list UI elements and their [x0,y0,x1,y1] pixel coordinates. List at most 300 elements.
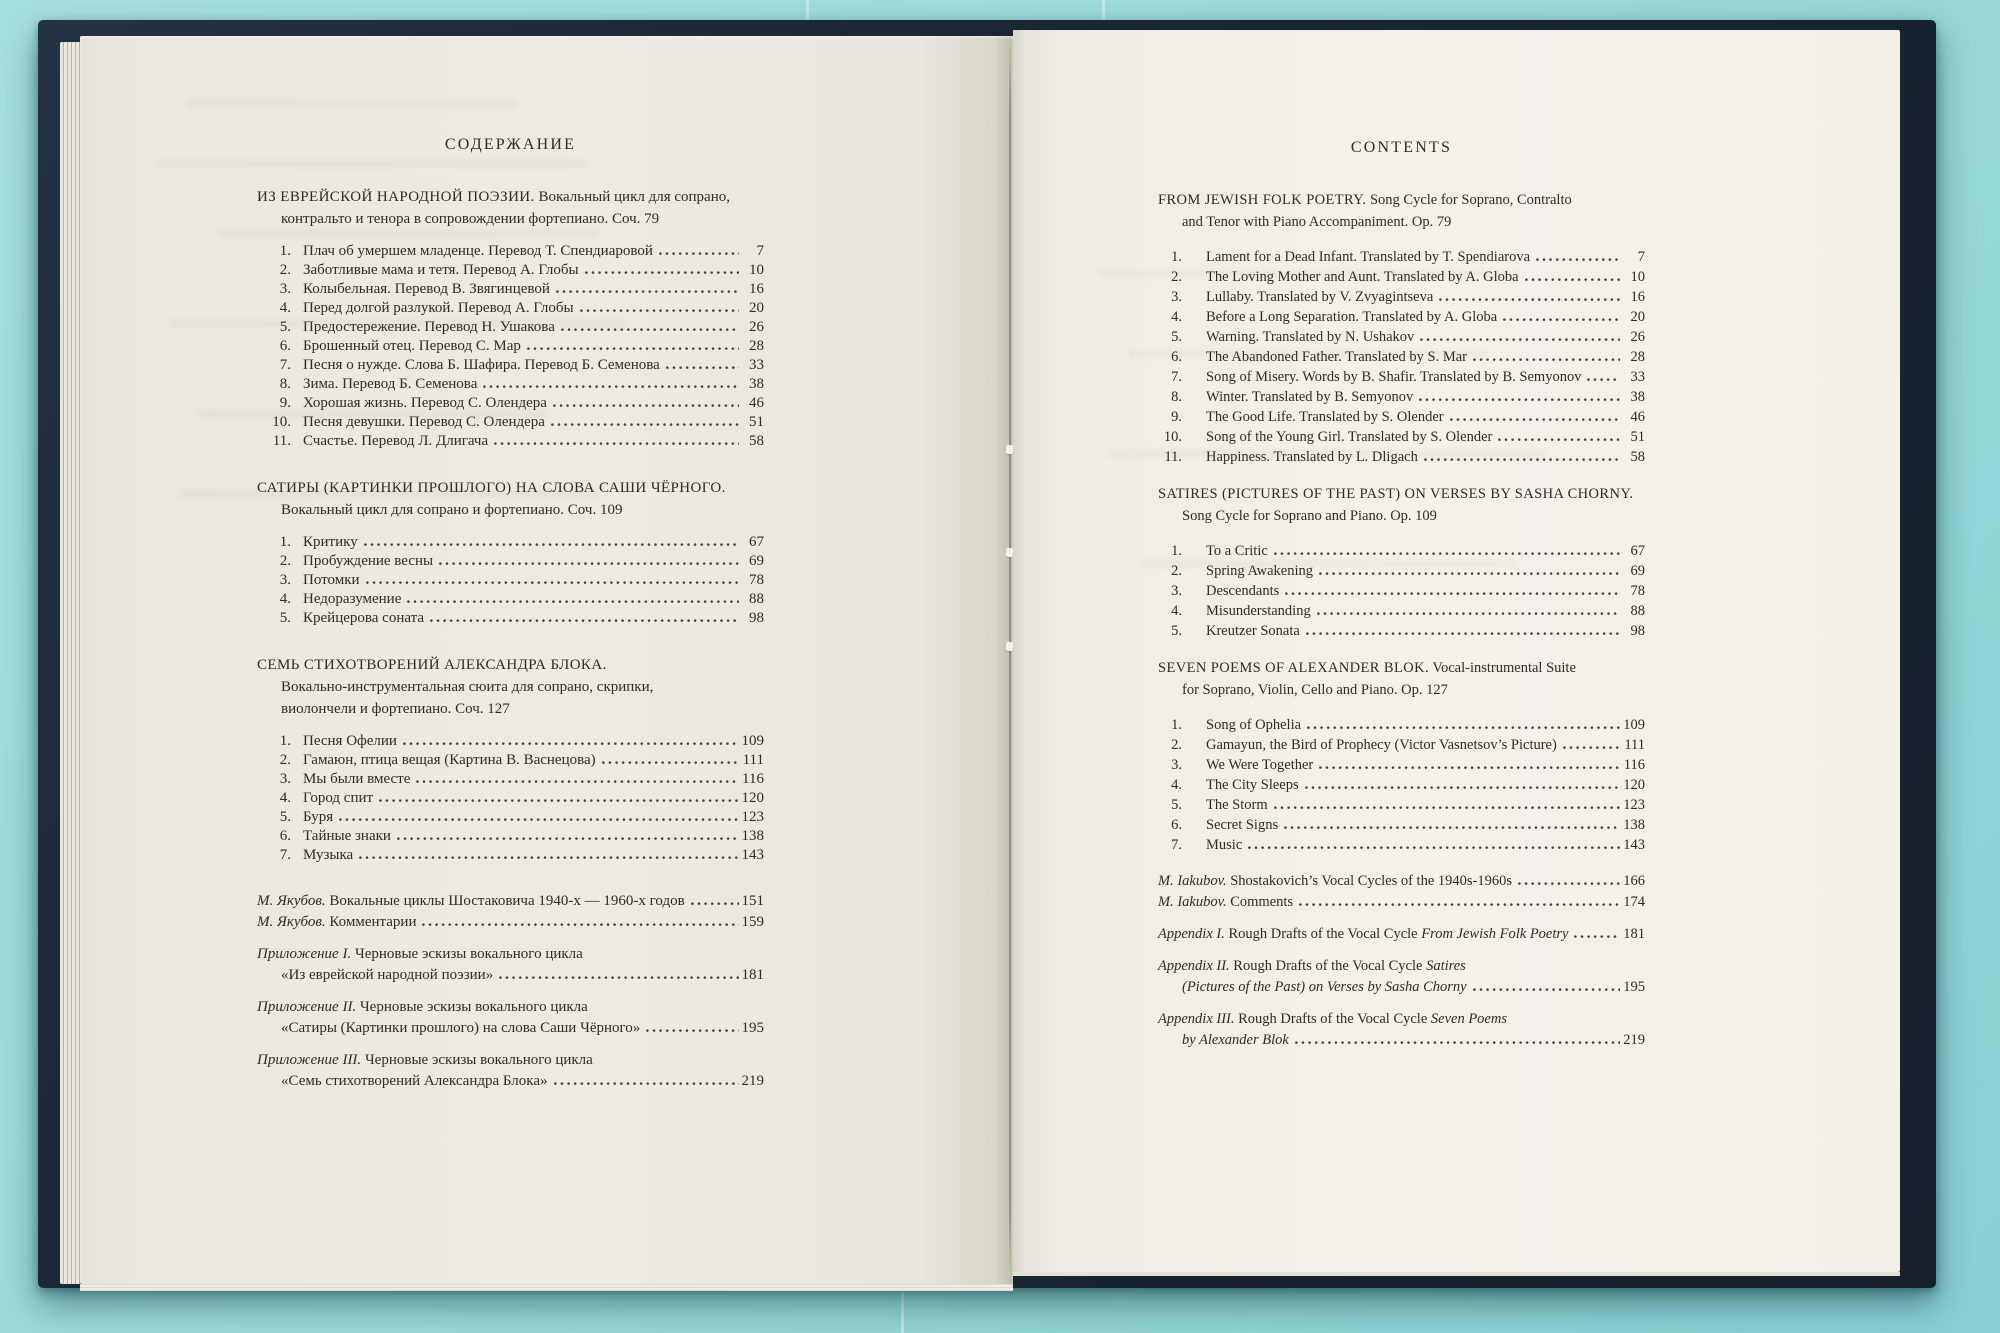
page-number: 174 [1623,894,1645,910]
italic-text-segment: Приложение III. [257,1052,362,1068]
toc-item [1158,427,1645,447]
item-title [281,676,653,698]
backmatter-line [257,965,764,986]
toc-item [1158,795,1645,815]
backmatter-line [1158,1009,1645,1030]
text-segment: Shostakovich’s Vocal Cycles of the 1940s-1960s [1226,873,1512,889]
stitch-thread [1005,642,1013,652]
page-number: 195 [1623,979,1645,995]
stitch-thread [1005,548,1013,558]
toc-item [257,375,764,394]
dot-leader [554,1081,739,1085]
text-segment: Комментарии [325,914,417,930]
toc-item [257,590,764,609]
item-title [281,499,622,521]
heading-line [257,654,764,676]
dot-leader [659,251,739,255]
toc-item [1158,367,1645,387]
item-title [1182,1030,1289,1051]
dot-leader [666,365,739,369]
page-number: 123 [741,809,764,825]
dot-leader [527,346,739,350]
page-number: 78 [749,572,764,588]
dot-leader [1473,357,1620,361]
page-number: 143 [1623,837,1645,853]
section-heading [1158,189,1645,233]
text-segment: СЕМЬ СТИХОТВОРЕНИЙ АЛЕКСАНДРА БЛОКА. [257,657,607,673]
item-title: Перед долгой разлукой. Перевод А. Глобы [303,300,574,316]
page-number: 120 [741,790,764,806]
toc-item [1158,775,1645,795]
text-segment: «Сатиры (Картинки прошлого) на слова Саши Чёрного» [281,1020,641,1036]
item-number: 3. [1171,757,1182,773]
dot-leader [359,855,738,859]
dot-leader [1563,745,1620,749]
item-title [1182,211,1451,233]
dot-leader [1274,551,1620,555]
item-title: Kreutzer Sonata [1206,623,1300,639]
item-title: Пробуждение весны [303,553,434,569]
page-number: 26 [1630,329,1645,345]
item-number: 4. [279,790,291,806]
item-title: Заботливые мама и тетя. Перевод А. Глобы [303,262,579,278]
text-segment: Вокальные циклы Шостаковича 1940-х — 1960-х годов [325,893,685,909]
italic-text-segment: M. Iakubov. [1158,873,1227,889]
page-number: 33 [749,357,764,373]
italic-text-segment: Seven Poems [1430,1011,1507,1027]
page-number: 109 [1623,717,1645,733]
toc-section [257,186,764,451]
page-number: 98 [749,610,764,626]
item-title: The Good Life. Translated by S. Olender [1206,409,1444,425]
item-title: Lullaby. Translated by V. Zvyagintseva [1206,289,1434,305]
text-segment: Song Cycle for Soprano and Piano. Op. 109 [1182,508,1437,524]
item-title: Хорошая жизнь. Перевод С. Олендера [303,395,547,411]
item-title: Тайные знаки [303,828,391,844]
item-title: Misunderstanding [1206,603,1311,619]
backdrop-seam [901,1292,904,1333]
dot-leader [1295,1040,1620,1044]
item-title: Winter. Translated by B. Semyonov [1206,389,1414,405]
heading-line [1158,211,1645,233]
item-number: 2. [1171,269,1182,285]
text-segment: Rough Drafts of the Vocal Cycle [1224,926,1422,942]
toc-section [1158,189,1645,467]
page-number: 69 [1630,563,1645,579]
section-items [1158,247,1645,467]
italic-text-segment: Приложение II. [257,999,357,1015]
page-number: 181 [1623,926,1645,942]
page-number: 219 [741,1073,764,1089]
page-number: 138 [1623,817,1645,833]
italic-text-segment: Приложение I. [257,946,352,962]
dot-leader [1518,881,1620,885]
item-number: 6. [279,828,291,844]
page-number: 116 [1623,757,1645,773]
heading-line [257,499,764,521]
heading-line [1158,189,1645,211]
dot-leader [1306,631,1620,635]
spine-stitch [1009,36,1011,1278]
item-number: 7. [279,847,291,863]
item-number: 3. [1171,583,1182,599]
text-segment: for Soprano, Violin, Cello and Piano. Op. 127 [1182,682,1448,698]
page-number: 219 [1623,1032,1645,1048]
item-title: The Abandoned Father. Translated by S. Mar [1206,349,1467,365]
item-title: Счастье. Перевод Л. Длигача [303,433,489,449]
italic-text-segment: Appendix I. [1158,926,1225,942]
item-title: The Storm [1206,797,1268,813]
item-title [1158,189,1572,211]
page-number: 58 [749,433,764,449]
dot-leader [602,760,739,764]
dot-leader [366,580,739,584]
item-number: 10. [1163,429,1182,445]
page-number: 46 [749,395,764,411]
item-number: 4. [1171,777,1182,793]
backmatter-line [257,944,764,965]
text-segment: FROM JEWISH FOLK POETRY. [1158,192,1367,208]
page-number: 151 [741,893,764,909]
dot-leader [1420,337,1620,341]
item-number: 1. [1171,249,1182,265]
item-title [1158,924,1568,945]
page-number: 111 [742,752,764,768]
toc-item [257,609,764,628]
dot-leader [691,901,739,905]
text-segment: SEVEN POEMS OF ALEXANDER BLOK. [1158,660,1430,676]
dot-leader [494,441,739,445]
item-number: 4. [279,591,291,607]
item-number: 3. [279,572,291,588]
toc-item [257,770,764,789]
toc-item [257,280,764,299]
item-title: Song of Misery. Words by B. Shafir. Translated by B. Semyonov [1206,369,1582,385]
italic-text-segment: Satires [1426,958,1466,974]
item-title: Гамаюн, птица вещая (Картина В. Васнецова) [303,752,596,768]
item-title [1182,505,1437,527]
section-items [1158,715,1645,855]
italic-text-segment: М. Якубов. [257,914,326,930]
text-segment: Song Cycle for Soprano, Contralto [1366,192,1572,208]
backmatter [1158,871,1645,1051]
toc-item [1158,327,1645,347]
item-number: 7. [1171,369,1182,385]
backmatter-entry [257,891,764,912]
page-number: 166 [1623,873,1645,889]
backmatter-line [1158,892,1645,913]
item-title [257,654,607,676]
heading-line [1158,483,1645,505]
dot-leader [1424,457,1620,461]
page-number: 69 [749,553,764,569]
dot-leader [1450,417,1620,421]
item-title: Song of the Young Girl. Translated by S. Olender [1206,429,1493,445]
item-number: 9. [279,395,291,411]
page-number: 138 [741,828,764,844]
toc-item [257,789,764,808]
item-title [257,186,730,208]
item-number: 4. [279,300,291,316]
item-title: Happiness. Translated by L. Dligach [1206,449,1418,465]
page-bottom-edges [80,1284,1013,1291]
page-number: 10 [749,262,764,278]
toc-item [257,732,764,751]
italic-text-segment: Appendix III. [1158,1011,1235,1027]
toc-item [1158,581,1645,601]
item-title [281,698,510,720]
dot-leader [403,741,739,745]
item-number: 6. [1171,349,1182,365]
text-segment: SATIRES (PICTURES OF THE PAST) ON VERSES BY SASHA CHORNY. [1158,486,1634,502]
section-heading [257,186,764,230]
dot-leader [1473,987,1620,991]
toc-section [257,654,764,865]
item-number: 2. [279,553,291,569]
toc-item [257,337,764,356]
toc-item [1158,601,1645,621]
backmatter-entry [1158,924,1645,945]
book-cover [38,20,1936,1288]
item-number: 6. [1171,817,1182,833]
page-number: 98 [1630,623,1645,639]
backmatter-line [257,1050,764,1071]
toc-item [1158,541,1645,561]
backmatter-line [257,912,764,933]
item-title [257,912,416,933]
backmatter-entry [1158,1009,1645,1051]
page-number: 28 [1630,349,1645,365]
toc-item [257,432,764,451]
dot-leader [416,779,739,783]
section-items [1158,541,1645,641]
dot-leader [1319,765,1620,769]
italic-text-segment: М. Якубов. [257,893,326,909]
backmatter-entry [1158,871,1645,892]
item-title: To a Critic [1206,543,1268,559]
backmatter-line [1158,924,1645,945]
item-title: Город спит [303,790,374,806]
toc-item [257,299,764,318]
item-title: Before a Long Separation. Translated by A. Globa [1206,309,1498,325]
page-number: 111 [1624,737,1645,753]
page-number: 10 [1630,269,1645,285]
item-number: 5. [1171,797,1182,813]
toc-item [1158,287,1645,307]
page-number: 16 [1630,289,1645,305]
heading-line [1158,657,1645,679]
dot-leader [364,542,739,546]
item-title: Secret Signs [1206,817,1279,833]
italic-text-segment: (Pictures of the Past) on Verses by Sasha Chorny [1182,979,1467,995]
section-heading [257,477,764,521]
page-bottom-edge [1013,1272,1900,1276]
toc-item [1158,561,1645,581]
item-title [1158,657,1576,679]
dot-leader [1305,785,1620,789]
toc-item [257,827,764,846]
item-title [1158,1009,1507,1030]
item-title [1182,679,1448,701]
item-title: Плач об умершем младенце. Перевод Т. Спендиаровой [303,243,653,259]
item-title [257,477,726,499]
item-number: 5. [279,610,291,626]
item-title [1158,871,1512,892]
item-title [281,208,659,230]
backmatter-entry [1158,956,1645,998]
toc-sections [1158,189,1645,855]
item-number: 10. [272,414,291,430]
dot-leader [422,922,738,926]
dot-leader [339,817,738,821]
item-title [257,1050,593,1071]
item-number: 1. [279,243,291,259]
dot-leader [499,975,738,979]
dot-leader [1299,902,1620,906]
toc-item [1158,407,1645,427]
backmatter-line [257,891,764,912]
item-number: 3. [279,281,291,297]
page-number: 120 [1623,777,1645,793]
backmatter-entry [257,1050,764,1092]
item-title: Spring Awakening [1206,563,1314,579]
section-items [257,732,764,865]
heading-line [257,698,764,720]
item-title: Песня о нужде. Слова Б. Шафира. Перевод Б. Семенова [303,357,660,373]
text-segment: and Tenor with Piano Accompaniment. Op. 79 [1182,214,1452,230]
dot-leader [1419,397,1620,401]
item-title: Song of Ophelia [1206,717,1302,733]
item-number: 6. [279,338,291,354]
page-number: 58 [1630,449,1645,465]
dot-leader [439,561,739,565]
dot-leader [430,618,739,622]
item-title: We Were Together [1206,757,1314,773]
page-number: 143 [741,847,764,863]
right-page-content [1158,137,1645,1051]
toc-section [1158,483,1645,641]
text-segment: Черновые эскизы вокального цикла [361,1052,593,1068]
backmatter-line [257,997,764,1018]
item-title: Буря [303,809,334,825]
text-segment: Вокальный цикл для сопрано и фортепиано. Соч. 109 [281,502,623,518]
dot-leader [1498,437,1620,441]
toc-item [257,571,764,590]
page-number: 38 [1630,389,1645,405]
italic-text-segment: From Jewish Folk Poetry [1421,926,1569,942]
dot-leader [553,403,739,407]
page-number: 46 [1630,409,1645,425]
item-number: 1. [1171,543,1182,559]
dot-leader [1587,377,1620,381]
italic-text-segment: by Alexander Blok [1182,1032,1289,1048]
toc-item [1158,307,1645,327]
dot-leader [397,836,739,840]
dot-leader [1274,805,1620,809]
page-number: 195 [741,1020,764,1036]
item-title: Gamayun, the Bird of Prophecy (Victor Vasnetsov’s Picture) [1206,737,1557,753]
item-number: 1. [279,733,291,749]
item-number: 2. [1171,737,1182,753]
text-segment: Vocal-instrumental Suite [1429,660,1576,676]
dot-leader [1319,571,1620,575]
section-items [257,242,764,451]
dot-leader [1248,845,1620,849]
backmatter-entry [1158,892,1645,913]
toc-section [1158,657,1645,855]
page-number: 26 [749,319,764,335]
page-number: 109 [741,733,764,749]
left-page-content [257,134,764,1092]
toc-item [1158,447,1645,467]
item-number: 2. [1171,563,1182,579]
text-segment: «Из еврейской народной поэзии» [281,967,494,983]
item-title: Недоразумение [303,591,402,607]
toc-item [257,846,764,865]
text-segment: Rough Drafts of the Vocal Cycle [1234,1011,1431,1027]
dot-leader [580,308,739,312]
page-number: 116 [742,771,764,787]
text-segment: Comments [1226,894,1294,910]
item-title: Зима. Перевод Б. Семенова [303,376,478,392]
dot-leader [1284,825,1620,829]
backmatter-line [257,1018,764,1039]
dot-leader [1525,277,1620,281]
italic-text-segment: Appendix II. [1158,958,1230,974]
text-segment: Черновые эскизы вокального цикла [356,999,588,1015]
item-title [281,1018,640,1039]
backmatter-line [257,1071,764,1092]
backmatter [257,891,764,1092]
toc-item [1158,815,1645,835]
page-number: 28 [749,338,764,354]
item-number: 5. [279,809,291,825]
item-number: 4. [1171,603,1182,619]
page-title: СОДЕРЖАНИЕ [444,136,577,153]
page-number: 51 [1630,429,1645,445]
item-number: 1. [1171,717,1182,733]
item-title [281,1071,548,1092]
item-number: 5. [1171,623,1182,639]
page-number: 67 [1630,543,1645,559]
page-number: 7 [1637,249,1645,265]
page-number: 7 [756,243,764,259]
heading-line [1158,505,1645,527]
dot-leader [556,289,739,293]
heading-line [257,676,764,698]
item-number: 8. [279,376,291,392]
toc-item [1158,715,1645,735]
backmatter-line [1158,871,1645,892]
text-segment: Вокальный цикл для сопрано, [534,189,730,205]
dot-leader [1439,297,1620,301]
item-number: 2. [279,752,291,768]
dot-leader [1503,317,1620,321]
item-number: 4. [1171,309,1182,325]
italic-text-segment: M. Iakubov. [1158,894,1227,910]
dot-leader [561,327,739,331]
item-number: 1. [279,534,291,550]
text-segment: контральто и тенора в сопровождении фортепиано. Соч. 79 [281,211,660,227]
item-title: Descendants [1206,583,1280,599]
text-segment: Вокально-инструментальная сюита для сопрано, скрипки, [281,679,654,695]
item-title: Предостережение. Перевод Н. Ушакова [303,319,555,335]
section-heading [257,654,764,720]
item-number: 3. [279,771,291,787]
text-segment: «Семь стихотворений Александра Блока» [281,1073,548,1089]
item-number: 2. [279,262,291,278]
item-number: 7. [1171,837,1182,853]
